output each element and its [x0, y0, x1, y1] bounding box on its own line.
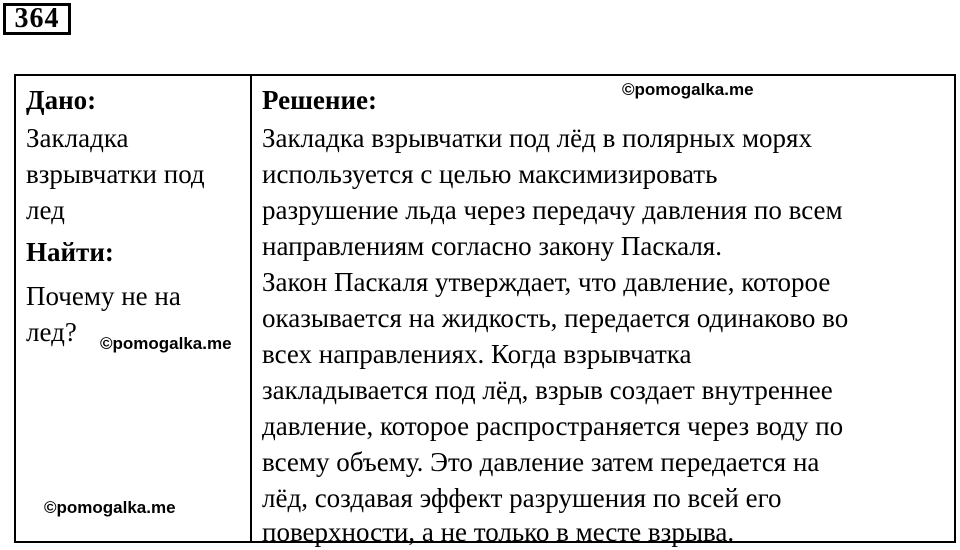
watermark: ©pomogalka.me	[100, 334, 232, 353]
given-line: Закладка	[26, 123, 129, 153]
solution-line: направлениям согласно закону Паскаля.	[262, 231, 722, 261]
given-header: Дано:	[26, 85, 97, 115]
solution-line: разрушение льда через передачу давления по всем	[262, 195, 843, 225]
solution-line: оказывается на жидкость, передается одинаково во	[262, 303, 849, 333]
solution-table	[14, 74, 956, 547]
solution-line: давление, которое распространяется через воду по	[262, 411, 844, 441]
watermark: ©pomogalka.me	[622, 80, 754, 99]
solution-line: используется с целью максимизировать	[262, 159, 718, 189]
solution-header: Решение:	[262, 85, 377, 115]
solution-line: всех направлениях. Когда взрывчатка	[262, 339, 692, 369]
find-line: Почему не на	[26, 281, 181, 311]
column-divider	[250, 76, 252, 541]
find-header: Найти:	[26, 237, 114, 267]
solution-line: Закладка взрывчатки под лёд в полярных морях	[262, 123, 812, 153]
given-line: взрывчатки под	[26, 159, 205, 189]
given-line: лед	[26, 195, 65, 225]
find-line: лед?	[26, 317, 77, 347]
solution-line: Закон Паскаля утверждает, что давление, которое	[262, 267, 831, 297]
solution-line: закладывается под лёд, взрыв создает внутреннее	[262, 375, 833, 405]
problem-number: 364	[3, 3, 71, 35]
watermark: ©pomogalka.me	[44, 498, 176, 517]
solution-line: поверхности, а не только в месте взрыва.	[262, 517, 735, 547]
solution-line: всему объему. Это давление затем передается на	[262, 447, 820, 477]
solution-line: лёд, создавая эффект разрушения по всей его	[262, 483, 782, 513]
